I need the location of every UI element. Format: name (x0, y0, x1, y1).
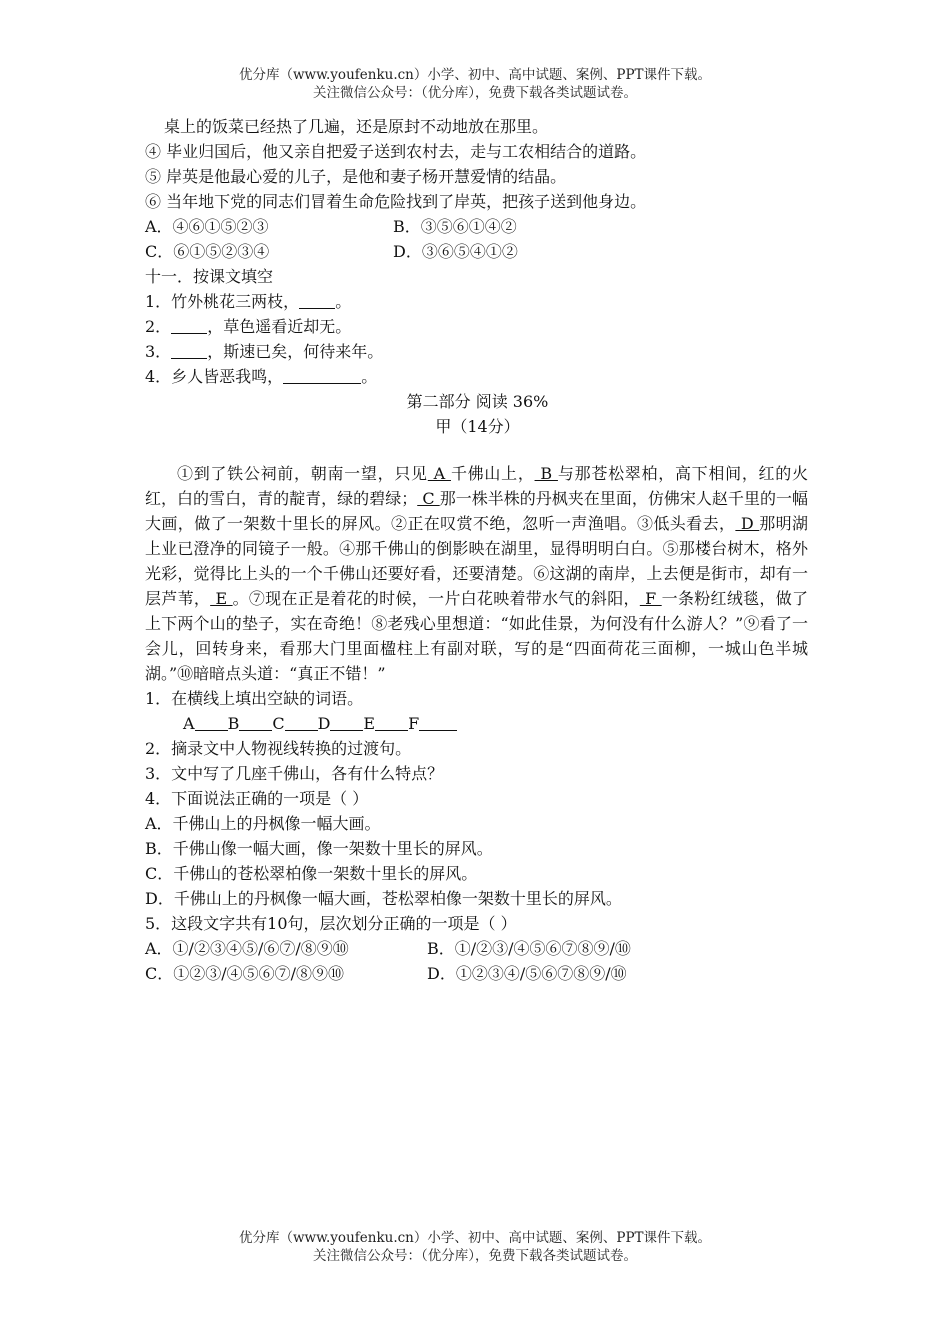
passage-text: 那一株半株的丹枫夹在里面，仿佛宋人赵千里的一幅大画，做了一架数十里长的屏风。②正在叹赏不绝，忽听一声渔唱。③低头看去， (145, 489, 808, 533)
fill-item-3-text: ，斯速已矣，何待来年。 (207, 342, 384, 361)
q10-option-d: D．③⑥⑤④①② (393, 242, 518, 261)
q10-sentence-5: ⑤ 岸英是他最心爱的儿子，是他和妻子杨开慧爱情的结晶。 (145, 167, 567, 186)
passage-text: 千佛山上， (450, 464, 535, 483)
answer-blank[interactable] (239, 713, 272, 731)
passage-blank-a: A (427, 464, 451, 483)
question-5-option-d: D．①②③④/⑤⑥⑦⑧⑨/⑩ (427, 964, 627, 983)
answer-blank[interactable] (171, 341, 207, 359)
part-2-title: 第二部分 阅读 36% (406, 392, 549, 411)
blank-label-f: F (408, 714, 420, 733)
passage-text: ①到了铁公祠前，朝南一望，只见 (177, 464, 428, 483)
document-body (145, 114, 810, 986)
passage-text: 。⑦现在正是着花的时候，一片白花映着带水气的斜阳， (232, 589, 640, 608)
reading-passage (145, 461, 808, 686)
passage-text: 与那苍松翠柏，高下相间，红的火红，白的雪白，青的靛青，绿的碧绿； (145, 464, 808, 508)
passage-text: 一条粉红绒毯，做了上下两个山的垫子，实在奇绝！⑧老残心里想道：“如此佳景，为何没有什么游人？”⑨看了一会儿，回转身来，看那大门里面楹柱上有副对联，写的是“四面荷花三面柳，一城山色半城湖。”⑩暗暗点头道：“真正不错！” (145, 589, 808, 683)
question-4-option-c: C．千佛山的苍松翠柏像一架数十里长的屏风。 (145, 864, 478, 883)
answer-blank[interactable] (285, 713, 318, 731)
passage-blank-f: F (639, 589, 662, 608)
answer-blank[interactable] (419, 713, 457, 731)
passage-blank-b: B (534, 464, 558, 483)
page-header (0, 66, 950, 102)
q10-option-b: B．③⑤⑥①④② (393, 217, 517, 236)
fill-item-1 (145, 289, 810, 314)
question-3: 3．文中写了几座千佛山，各有什么特点？ (145, 764, 444, 783)
q10-option-c: C．⑥①⑤②③④ (145, 242, 270, 261)
question-1: 1．在横线上填出空缺的词语。 (145, 689, 364, 708)
answer-blank[interactable] (299, 291, 335, 309)
answer-blank[interactable] (283, 366, 361, 384)
footer-line-1: 优分库（www.youfenku.cn）小学、初中、高中试题、案例、PPT课件下载。 (238, 1230, 712, 1246)
blank-label-b: B (227, 714, 240, 733)
passage-text: 那明湖上业已澄净的同镜子一般。④那千佛山的倒影映在湖里，显得明明白白。⑤那楼台树木，格外光彩，觉得比上头的一个千佛山还要好看，还要清楚。⑥这湖的南岸，上去便是街市，却有一层芦苇， (145, 514, 808, 608)
answer-blank[interactable] (195, 713, 228, 731)
fill-item-2 (145, 314, 810, 339)
blank-label-d: D (317, 714, 331, 733)
answer-blank[interactable] (171, 316, 207, 334)
fill-item-2-num: 2． (145, 317, 172, 336)
blank-label-c: C (272, 714, 285, 733)
blank-label-a: A (183, 714, 195, 733)
question-5: 5．这段文字共有10句，层次划分正确的一项是（ ） (145, 914, 517, 933)
answer-blank[interactable] (330, 713, 363, 731)
question-5-option-a: A．①/②③④⑤/⑥⑦/⑧⑨⑩ (145, 939, 349, 958)
question-4-option-a: A．千佛山上的丹枫像一幅大画。 (145, 814, 381, 833)
fill-item-4 (145, 364, 810, 389)
question-5-options-row-2 (145, 961, 810, 986)
q10-sentence-continued: 桌上的饭菜已经热了几遍，还是原封不动地放在那里。 (164, 117, 549, 136)
q10-sentence-6: ⑥ 当年地下党的同志们冒着生命危险找到了岸英，把孩子送到他身边。 (145, 192, 647, 211)
passage-blank-e: E (210, 589, 233, 608)
footer-line-2: 关注微信公众号：（优分库），免费下载各类试题试卷。 (313, 1248, 637, 1264)
q10-sentence-4: ④ 毕业归国后，他又亲自把爱子送到农村去，走与工农相结合的道路。 (145, 142, 647, 161)
question-4-option-d: D．千佛山上的丹枫像一幅大画，苍松翠柏像一架数十里长的屏风。 (145, 889, 622, 908)
fill-item-1-text: 1．竹外桃花三两枝， (145, 292, 300, 311)
fill-item-1-end: 。 (335, 292, 352, 311)
part-2-subtitle: 甲（14分） (435, 417, 520, 436)
question-4-option-b: B．千佛山像一幅大画，像一架数十里长的屏风。 (145, 839, 493, 858)
q10-option-a: A．④⑥①⑤②③ (145, 217, 269, 236)
question-4: 4．下面说法正确的一项是（ ） (145, 789, 369, 808)
passage-blank-c: C (417, 489, 440, 508)
page-footer (0, 1229, 950, 1265)
header-line-1: 优分库（www.youfenku.cn）小学、初中、高中试题、案例、PPT课件下载。 (238, 67, 712, 83)
fill-item-2-text: ，草色遥看近却无。 (207, 317, 352, 336)
section-11-title: 十一．按课文填空 (145, 267, 274, 286)
fill-item-4-text: 4．乡人皆恶我鸣， (145, 367, 284, 386)
q10-options-row-1 (145, 214, 810, 239)
question-1-blanks (145, 711, 810, 736)
question-2: 2．摘录文中人物视线转换的过渡句。 (145, 739, 412, 758)
q10-options-row-2 (145, 239, 810, 264)
fill-item-3 (145, 339, 810, 364)
question-5-option-b: B．①/②③/④⑤⑥⑦⑧⑨/⑩ (427, 939, 631, 958)
passage-blank-d: D (735, 514, 760, 533)
fill-item-3-num: 3． (145, 342, 172, 361)
question-5-option-c: C．①②③/④⑤⑥⑦/⑧⑨⑩ (145, 964, 345, 983)
header-line-2: 关注微信公众号：（优分库），免费下载各类试题试卷。 (313, 85, 637, 101)
blank-label-e: E (363, 714, 376, 733)
question-5-options-row-1 (145, 936, 810, 961)
fill-item-4-end: 。 (361, 367, 378, 386)
answer-blank[interactable] (375, 713, 408, 731)
